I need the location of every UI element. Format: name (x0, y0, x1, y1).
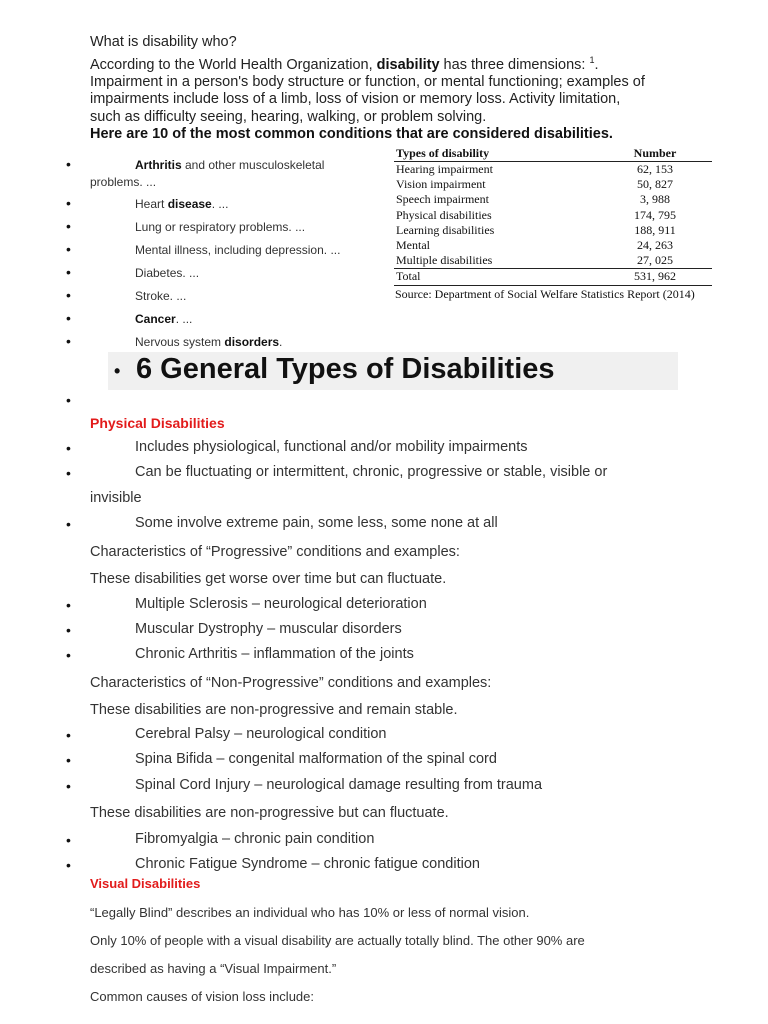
intro-paragraph (90, 34, 690, 144)
row-number: 27, 025 (637, 253, 673, 268)
arthritis-rest: and other musculoskeletal (181, 158, 325, 172)
visual-paragraph-4: Common causes of vision loss include: (90, 989, 314, 1004)
table-source-caption: Source: Department of Social Welfare Statistics Report (2014) (395, 287, 695, 301)
nonprogressive-example-2: Spina Bifida – congenital malformation of the spinal cord (135, 751, 497, 767)
progressive-example-1: Multiple Sclerosis – neurological deterioration (135, 596, 427, 612)
progressive-example-2: Muscular Dystrophy – muscular disorders (135, 621, 402, 637)
bullet-dot: • (66, 195, 71, 211)
bullet-dot: • (66, 241, 71, 257)
visual-paragraph-2: Only 10% of people with a visual disability are actually totally blind. The other 90% are (90, 933, 585, 948)
nonprogressive-characteristics: Characteristics of “Non-Progressive” conditions and examples: (90, 675, 492, 691)
bullet-dot: • (66, 287, 71, 303)
table-row (394, 162, 712, 178)
table-total-row (394, 269, 712, 285)
condition-diabetes: Diabetes. ... (135, 266, 200, 280)
row-type: Physical disabilities (396, 207, 492, 222)
bullet-dot: • (66, 832, 71, 848)
header-number: Number (598, 146, 712, 162)
bullet-dot: • (66, 333, 71, 349)
heart-bold: disease (167, 197, 212, 211)
fluctuating-example-1: Fibromyalgia – chronic pain condition (135, 831, 375, 847)
nervous-pre: Nervous system (135, 335, 225, 349)
impairment-line-2: impairments include loss of a limb, loss of vision or memory loss. Activity limitation, (90, 91, 621, 108)
heart-pre: Heart (135, 197, 168, 211)
common-conditions-bold: Here are 10 of the most common conditions that are considered disabilities. (90, 126, 613, 143)
table-row (394, 208, 712, 223)
row-type: Multiple disabilities (396, 253, 493, 268)
bullet-dot: • (66, 752, 71, 768)
table-row (394, 192, 712, 207)
progressive-example-3: Chronic Arthritis – inflammation of the joints (135, 646, 414, 662)
physical-bullet-2: Can be fluctuating or intermittent, chronic, progressive or stable, visible or (135, 464, 608, 480)
row-number: 50, 827 (637, 177, 673, 192)
table-row (394, 238, 712, 253)
bullet-dot: • (66, 156, 71, 172)
cancer-bold: Cancer (135, 312, 176, 326)
progressive-description: These disabilities get worse over time but can fluctuate. (90, 571, 447, 587)
condition-mental: Mental illness, including depression. ... (135, 243, 341, 257)
nervous-post: . (279, 335, 283, 349)
condition-lung: Lung or respiratory problems. ... (135, 220, 306, 234)
who-text-end: . (594, 56, 599, 73)
section-title: 6 General Types of Disabilities (136, 353, 555, 385)
heart-post: . ... (211, 197, 229, 211)
bullet-dot: • (66, 727, 71, 743)
question-line: What is disability who? (90, 34, 237, 50)
bullet-dot: • (66, 778, 71, 794)
condition-heart (135, 197, 228, 211)
nonprogressive-description: These disabilities are non-progressive and remain stable. (90, 702, 458, 718)
row-type: Vision impairment (396, 177, 486, 192)
footnote-marker: 1 (589, 54, 595, 65)
nonprogressive-example-3: Spinal Cord Injury – neurological damage resulting from trauma (135, 777, 543, 793)
total-value: 531, 962 (598, 269, 712, 285)
bullet-dot: • (66, 264, 71, 280)
cancer-post: . ... (175, 312, 193, 326)
condition-stroke: Stroke. ... (135, 289, 187, 303)
common-conditions-heading (90, 126, 690, 144)
table-row (394, 253, 712, 269)
bullet-dot: • (66, 597, 71, 613)
nervous-bold: disorders (224, 335, 280, 349)
table-row (394, 223, 712, 238)
physical-bullet-3: Some involve extreme pain, some less, some none at all (135, 515, 498, 531)
progressive-characteristics: Characteristics of “Progressive” conditions and examples: (90, 544, 460, 560)
row-number: 3, 988 (640, 192, 670, 207)
who-definition-line (90, 52, 690, 74)
bullet-dot: • (66, 516, 71, 532)
section-heading (108, 352, 678, 390)
impairment-line-3: such as difficulty seeing, hearing, walking, or problem solving. (90, 108, 487, 125)
visual-paragraph-1: “Legally Blind” describes an individual who has 10% or less of normal vision. (90, 905, 530, 920)
row-number: 24, 263 (637, 238, 673, 253)
physical-bullet-2-wrap: invisible (90, 490, 142, 506)
fluctuating-example-2: Chronic Fatigue Syndrome – chronic fatigue condition (135, 856, 480, 872)
bullet-dot: • (66, 622, 71, 638)
bullet-dot: • (66, 310, 71, 326)
bullet-dot: • (66, 440, 71, 456)
condition-cancer (135, 312, 192, 326)
row-type: Hearing impairment (396, 162, 493, 176)
total-label: Total (394, 269, 598, 285)
header-types: Types of disability (394, 146, 598, 162)
nonprogressive-example-1: Cerebral Palsy – neurological condition (135, 726, 387, 742)
impairment-line-1: Impairment in a person's body structure or function, or mental functioning; examples of (90, 73, 645, 90)
who-text: According to the World Health Organization, (90, 56, 377, 73)
condition-nervous (135, 335, 282, 349)
row-number: 174, 795 (634, 207, 676, 222)
visual-paragraph-3: described as having a “Visual Impairment.” (90, 961, 337, 976)
row-type: Learning disabilities (396, 222, 495, 237)
row-type: Mental (396, 238, 430, 253)
row-number: 188, 911 (634, 222, 676, 237)
who-bold-term: disability (376, 56, 440, 73)
bullet-dot: • (66, 218, 71, 234)
bullet-dot: • (66, 392, 71, 408)
disability-stats-table (394, 146, 712, 286)
physical-disabilities-heading: Physical Disabilities (90, 415, 225, 431)
bullet-dot: • (66, 465, 71, 481)
table-row (394, 177, 712, 192)
bullet-dot: • (66, 647, 71, 663)
fluctuating-description: These disabilities are non-progressive but can fluctuate. (90, 805, 449, 821)
who-text-post: has three dimensions: (439, 56, 590, 73)
condition-arthritis-wrap: problems. ... (90, 175, 157, 189)
heading-bullet: • (114, 361, 121, 381)
physical-bullet-1: Includes physiological, functional and/or mobility impairments (135, 439, 528, 455)
row-number: 62, 153 (637, 162, 673, 176)
visual-disabilities-heading: Visual Disabilities (90, 876, 201, 891)
table-header-row (394, 146, 712, 162)
arthritis-bold: Arthritis (135, 158, 182, 172)
condition-arthritis (135, 158, 324, 172)
bullet-dot: • (66, 857, 71, 873)
row-type: Speech impairment (396, 192, 489, 207)
